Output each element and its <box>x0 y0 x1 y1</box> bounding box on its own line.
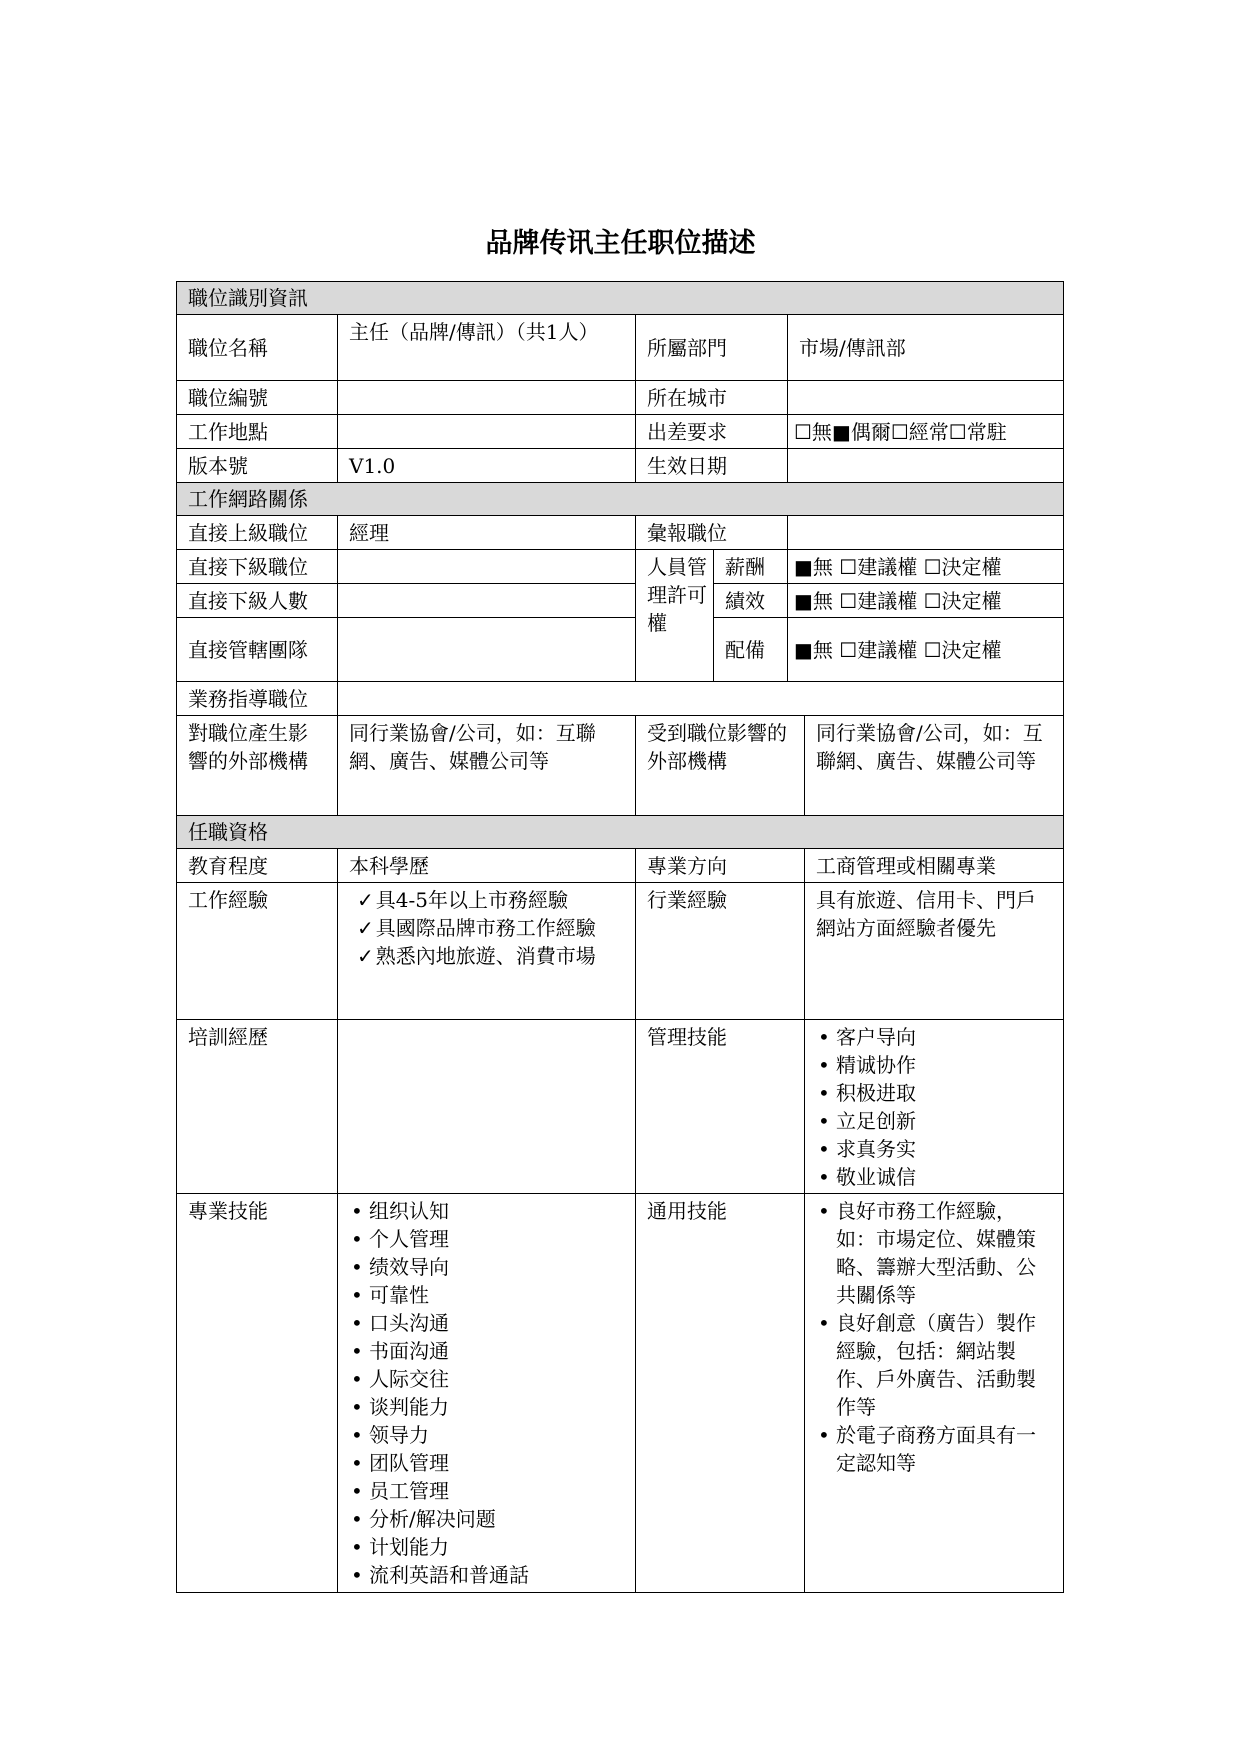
location-value <box>338 415 636 449</box>
option-none: ■無 <box>794 638 833 662</box>
section-header-network: 工作網路關係 <box>177 483 1064 516</box>
list-item: • 书面沟通 <box>349 1337 625 1365</box>
training-label: 培訓經歷 <box>177 1020 338 1194</box>
team-value <box>338 618 636 682</box>
authority-row-options <box>788 618 1064 682</box>
authority-row-label: 薪酬 <box>714 550 788 584</box>
option-decide: ☐決定權 <box>923 555 1002 579</box>
pro-skills-list <box>338 1194 636 1593</box>
effective-date-value <box>788 449 1064 483</box>
travel-option-none: ☐無 <box>794 420 832 444</box>
list-item: • 谈判能力 <box>349 1393 625 1421</box>
option-suggest: ☐建議權 <box>839 638 918 662</box>
list-item: ✓ 具4-5年以上市務經驗 <box>357 886 625 914</box>
education-label: 教育程度 <box>177 849 338 883</box>
general-skills-list <box>805 1194 1064 1593</box>
ext-affected-label: 受到職位影響的外部機構 <box>636 716 805 816</box>
section-header-qualification: 任職資格 <box>177 816 1064 849</box>
department-label: 所屬部門 <box>636 315 788 381</box>
option-decide: ☐決定權 <box>923 589 1002 613</box>
experience-label: 工作經驗 <box>177 883 338 1020</box>
ext-affected-value: 同行業協會/公司，如：互聯網、廣告、媒體公司等 <box>805 716 1064 816</box>
list-item: • 个人管理 <box>349 1225 625 1253</box>
guidance-value <box>338 682 1064 716</box>
section-header-identity: 職位識別資訊 <box>177 282 1064 315</box>
location-label: 工作地點 <box>177 415 338 449</box>
list-item: ✓ 熟悉內地旅遊、消費市場 <box>357 942 625 970</box>
position-name-label: 職位名稱 <box>177 315 338 381</box>
position-no-value <box>338 381 636 415</box>
list-item: • 精诚协作 <box>816 1051 1053 1079</box>
department-value: 市場/傳訊部 <box>788 315 1064 381</box>
list-item: • 可靠性 <box>349 1281 625 1309</box>
report-label: 彙報職位 <box>636 516 788 550</box>
subordinate-count-value <box>338 584 636 618</box>
position-name-value: 主任（品牌/傳訊）（共1人） <box>338 315 636 381</box>
education-value: 本科學歷 <box>338 849 636 883</box>
travel-label: 出差要求 <box>636 415 788 449</box>
travel-option-often: ☐經常 <box>890 420 949 444</box>
authority-row-options <box>788 584 1064 618</box>
list-item: • 团队管理 <box>349 1449 625 1477</box>
list-item: • 绩效导向 <box>349 1253 625 1281</box>
major-label: 專業方向 <box>636 849 805 883</box>
travel-option-resident: ☐常駐 <box>948 420 1007 444</box>
option-suggest: ☐建議權 <box>839 555 918 579</box>
list-item: ✓ 具國際品牌市務工作經驗 <box>357 914 625 942</box>
list-item: • 客户导向 <box>816 1023 1053 1051</box>
list-item: • 积极进取 <box>816 1079 1053 1107</box>
list-item: • 组织认知 <box>349 1197 625 1225</box>
guidance-label: 業務指導職位 <box>177 682 338 716</box>
effective-date-label: 生效日期 <box>636 449 788 483</box>
list-item: • 良好市務工作經驗，如：市場定位、媒體策略、籌辦大型活動、公共關係等 <box>816 1197 1053 1309</box>
version-value: V1.0 <box>338 449 636 483</box>
page-title: 品牌传讯主任职位描述 <box>485 228 756 259</box>
pro-skills-label: 專業技能 <box>177 1194 338 1593</box>
option-decide: ☐決定權 <box>923 638 1002 662</box>
authority-row-label: 配備 <box>714 618 788 682</box>
subordinate-label: 直接下級職位 <box>177 550 338 584</box>
authority-row-options <box>788 550 1064 584</box>
option-none: ■無 <box>794 555 833 579</box>
list-item: • 敬业诚信 <box>816 1163 1053 1191</box>
travel-options <box>788 415 1064 449</box>
option-none: ■無 <box>794 589 833 613</box>
job-description-table <box>176 281 1064 1593</box>
position-no-label: 職位編號 <box>177 381 338 415</box>
mgmt-skills-label: 管理技能 <box>636 1020 805 1194</box>
city-value <box>788 381 1064 415</box>
general-skills-label: 通用技能 <box>636 1194 805 1593</box>
list-item: • 流利英語和普通話 <box>349 1561 625 1589</box>
version-label: 版本號 <box>177 449 338 483</box>
authority-label: 人員管理許可權 <box>636 550 714 682</box>
list-item: • 於電子商務方面具有一定認知等 <box>816 1421 1053 1477</box>
subordinate-count-label: 直接下級人數 <box>177 584 338 618</box>
major-value: 工商管理或相關專業 <box>805 849 1064 883</box>
list-item: • 口头沟通 <box>349 1309 625 1337</box>
authority-row-label: 績效 <box>714 584 788 618</box>
subordinate-value <box>338 550 636 584</box>
training-value <box>338 1020 636 1194</box>
list-item: • 良好創意（廣告）製作經驗，包括：網站製作、戶外廣告、活動製作等 <box>816 1309 1053 1421</box>
list-item: • 领导力 <box>349 1421 625 1449</box>
option-suggest: ☐建議權 <box>839 589 918 613</box>
superior-label: 直接上級職位 <box>177 516 338 550</box>
industry-label: 行業經驗 <box>636 883 805 1020</box>
superior-value: 經理 <box>338 516 636 550</box>
city-label: 所在城市 <box>636 381 788 415</box>
team-label: 直接管轄團隊 <box>177 618 338 682</box>
experience-list <box>338 883 636 1020</box>
ext-affect-value: 同行業協會/公司，如：互聯網、廣告、媒體公司等 <box>338 716 636 816</box>
mgmt-skills-list <box>805 1020 1064 1194</box>
list-item: • 立足创新 <box>816 1107 1053 1135</box>
industry-value: 具有旅遊、信用卡、門戶網站方面經驗者優先 <box>805 883 1064 1020</box>
ext-affect-label: 對職位產生影響的外部機構 <box>177 716 338 816</box>
report-value <box>788 516 1064 550</box>
list-item: • 人际交往 <box>349 1365 625 1393</box>
list-item: • 分析/解决问题 <box>349 1505 625 1533</box>
travel-option-occasional: ■偶爾 <box>831 420 891 444</box>
list-item: • 员工管理 <box>349 1477 625 1505</box>
list-item: • 计划能力 <box>349 1533 625 1561</box>
list-item: • 求真务实 <box>816 1135 1053 1163</box>
